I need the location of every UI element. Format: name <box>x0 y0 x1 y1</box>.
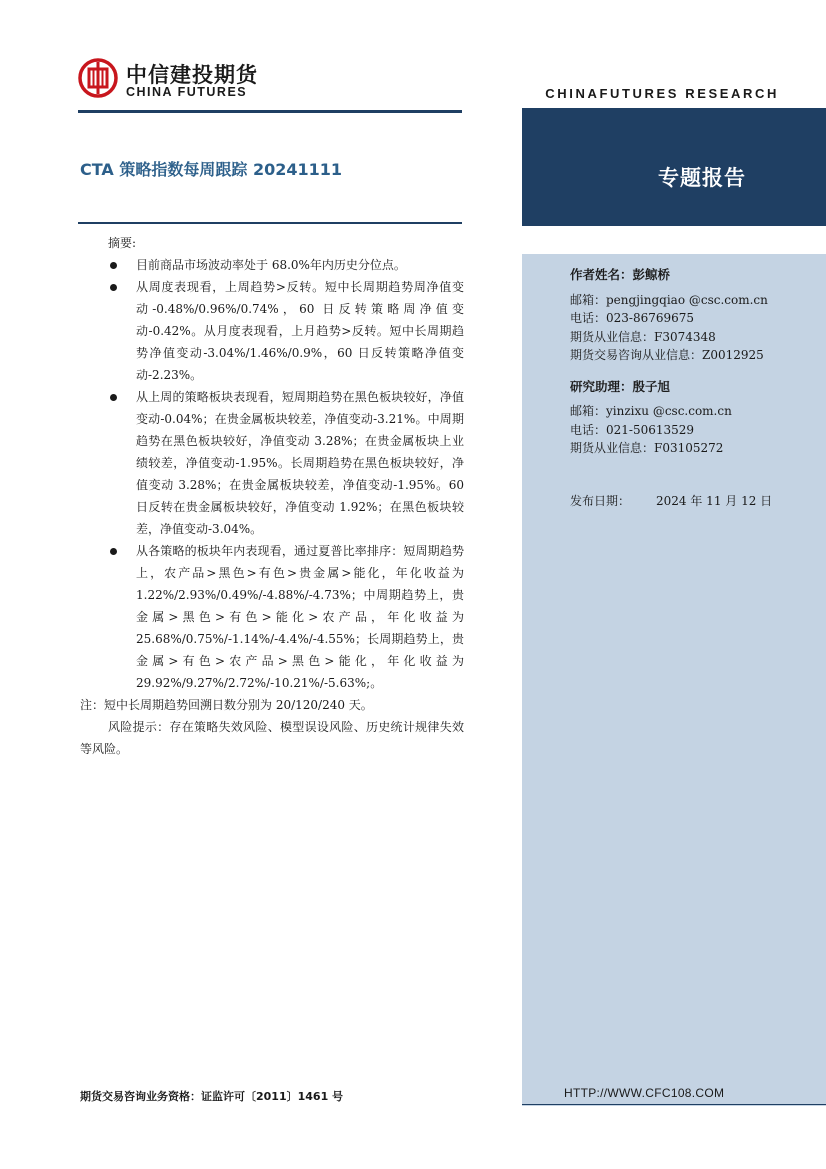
bullet-dot-icon <box>110 394 117 401</box>
author-license: 期货从业信息：F3074348 <box>570 329 716 344</box>
summary-bullet <box>80 254 464 276</box>
header-rule-bottom <box>78 222 462 224</box>
report-type-label: 专题报告 <box>658 166 746 190</box>
author-phone: 电话：023-86769675 <box>570 311 695 325</box>
company-logo <box>78 58 268 100</box>
bullet-text: 从上周的策略板块表现看，短周期趋势在黑色板块较好，净值变动-0.04%；在贵金属板块较差，净值变动-3.21%。中周期趋势在黑色板块较好，净值变动 3.28%；在贵金属板块上业绩较差，净值变动-1.95%。长周期趋势在黑色板块较好，净值变动 3.28%；在贵金属板块较差，净值变动-1.95%。60 日反转在贵金属板块较好，净值变动 1.92%；在黑色板块较差，净值变动-3.04%。 <box>136 390 464 536</box>
research-header-label: CHINAFUTURES RESEARCH <box>545 86 779 101</box>
bullet-dot-icon <box>110 548 117 555</box>
publish-info <box>570 492 820 511</box>
website-footer <box>522 1082 826 1104</box>
bullet-text: 从周度表现看，上周趋势>反转。短中长周期趋势周净值变动-0.48%/0.96%/0.74%，60 日反转策略周净值变动-0.42%。从月度表现看，上月趋势>反转。短中长周期趋势净值变动-3.04%/1.46%/0.9%，60 日反转策略净值变动-2.23%。 <box>136 280 464 382</box>
author-email: 邮箱：pengjingqiao @csc.com.cn <box>570 292 768 307</box>
summary-bullet-list <box>80 254 464 694</box>
assistant-email: 邮箱：yinzixu @csc.com.cn <box>570 404 732 418</box>
assistant-phone: 电话：021-50613529 <box>570 422 695 437</box>
bullet-dot-icon <box>110 284 117 291</box>
publish-date: 2024 年 11 月 12 日 <box>656 493 773 508</box>
logo-english-name: CHINA FUTURES <box>126 85 248 99</box>
footer-rule <box>522 1104 826 1105</box>
assistant-name: 研究助理：殷子旭 <box>570 378 671 394</box>
logo-chinese-name: 中信建投期货 <box>126 63 258 87</box>
report-type-banner <box>522 108 826 226</box>
summary-bullet <box>80 540 464 694</box>
license-footer: 期货交易咨询业务资格：证监许可〔2011〕1461 号 <box>80 1090 344 1103</box>
author-name: 作者姓名：彭鲸桥 <box>570 267 671 282</box>
china-futures-logo-icon <box>78 58 118 98</box>
bullet-text: 目前商品市场波动率处于 68.0%年内历史分位点。 <box>136 258 406 272</box>
document-title: CTA 策略指数每周跟踪 20241111 <box>80 160 343 179</box>
lookback-note: 注：短中长周期趋势回溯日数分别为 20/120/240 天。 <box>80 698 373 712</box>
header-rule-top <box>78 110 462 113</box>
summary-bullet <box>80 386 464 540</box>
publish-label: 发布日期： <box>570 493 631 508</box>
summary-bullet <box>80 276 464 386</box>
author-sidebar <box>522 254 826 1106</box>
summary-section <box>80 232 464 760</box>
risk-warning: 风险提示：存在策略失效风险、模型误设风险、历史统计规律失效等风险。 <box>80 720 464 756</box>
summary-label: 摘要: <box>108 236 137 250</box>
bullet-text: 从各策略的板块年内表现看，通过夏普比率排序：短周期趋势上，农产品>黑色>有色>贵金属>能化，年化收益为 1.22%/2.93%/0.49%/-4.88%/-4.73%；中周期趋势上，贵金属>黑色>有色>能化>农产品，年化收益为 25.68%/0.75%/-1.14%/-4.4%/-4.55%；长周期趋势上，贵金属>有色>农产品>黑色>能化，年化收益为 29.92%/9.27%/2.72%/-10.21%/-5.63%;。 <box>136 544 464 690</box>
website-link[interactable]: HTTP://WWW.CFC108.COM <box>564 1086 725 1100</box>
bullet-dot-icon <box>110 262 117 269</box>
author-consult-license: 期货交易咨询从业信息：Z0012925 <box>570 348 764 362</box>
assistant-license: 期货从业信息：F03105272 <box>570 441 724 455</box>
